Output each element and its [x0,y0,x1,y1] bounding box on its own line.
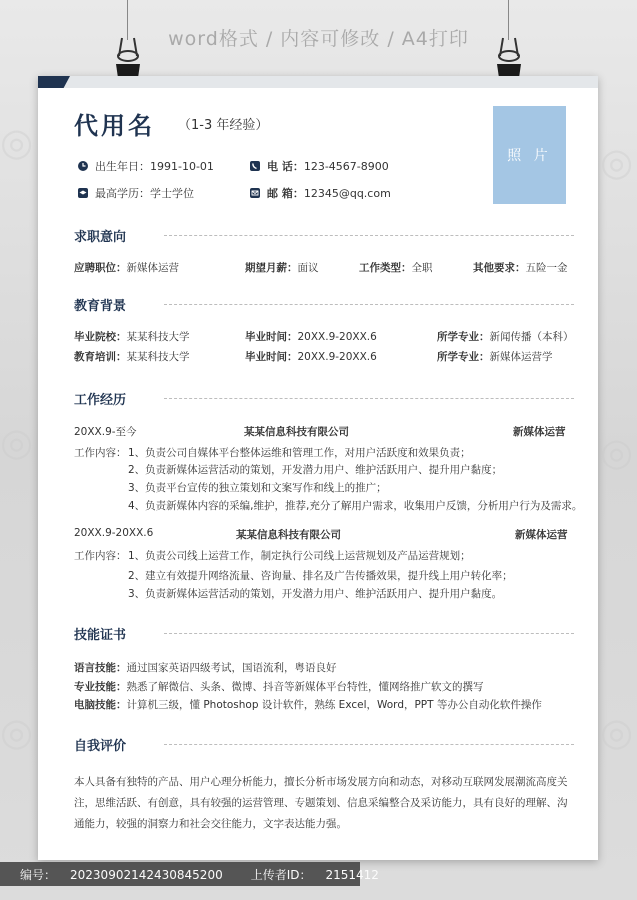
watermark-icon: ◎ [600,140,634,184]
skill-row [74,660,337,675]
position-label: 应聘职位： [74,262,127,274]
job-company: 某某信息科技有限公司 [244,426,349,438]
edu-row [437,349,553,364]
footer-uploader-label: 上传者ID： [250,867,312,882]
job-period: 20XX.9-20XX.6 [74,527,154,539]
intent-salary [245,260,319,275]
salary-value: 面议 [297,262,319,274]
mail-icon [250,188,260,198]
watermark-icon: ◎ [0,710,34,754]
job-period: 20XX.9-至今 [74,426,137,438]
section-title-skills: 技能证书 [74,628,127,643]
section-title-self: 自我评价 [74,739,127,754]
section-divider [164,744,574,745]
watermark-icon: ◎ [0,120,34,164]
skill-row [74,697,542,712]
edu-row [245,329,377,344]
type-value: 全职 [411,262,433,274]
edu-major: 新闻传播（本科） [489,331,574,343]
job-item: 3、负责平台宣传的独立策划和文案写作和线上的推广； [128,482,387,494]
section-divider [164,398,574,399]
edu-school-label: 毕业院校： [74,331,127,343]
edu-time: 20XX.9-20XX.6 [297,331,377,343]
job-item: 1、负责公司自媒体平台整体运维和管理工作，对用户活跃度和效果负责； [128,447,471,459]
skill-value: 计算机三级，懂 Photoshop 设计软件，熟练 Excel，Word，PPT 等办公自动化软件操作 [126,699,542,711]
salary-label: 期望月薪： [245,262,298,274]
position-value: 新媒体运营 [126,262,179,274]
edu-school: 某某科技大学 [126,351,190,363]
candidate-name: 代用名 [74,112,155,140]
other-value: 五险一金 [525,262,568,274]
intent-position [74,260,179,275]
job-role: 新媒体运营 [515,529,568,541]
section-title-work: 工作经历 [74,393,127,408]
edu-school: 某某科技大学 [126,331,190,343]
footer-id-label: 编号： [20,867,57,882]
edu-value: 学士学位 [150,187,194,200]
info-email [250,185,391,201]
info-education [78,185,194,201]
top-stripe [38,76,598,88]
binder-clip-right-icon [494,36,524,80]
other-label: 其他要求： [473,262,526,274]
type-label: 工作类型： [359,262,412,274]
footer-id-value: 20230902142430845200 [70,867,223,882]
edu-label: 最高学历： [95,187,150,200]
edu-major: 新媒体运营学 [489,351,553,363]
skill-row [74,679,484,694]
edu-row [74,349,190,364]
footer-uploader-value: 2151412 [325,867,379,882]
edu-major-label: 所学专业： [437,351,490,363]
section-title-education: 教育背景 [74,299,127,314]
section-divider [164,304,574,305]
watermark-icon: ◎ [600,430,634,474]
edu-row [245,349,377,364]
phone-value: 123-4567-8900 [303,159,389,173]
skill-label: 电脑技能： [74,699,127,711]
info-birth [78,158,214,174]
intent-type [359,260,433,275]
photo-placeholder: 照 片 [493,106,566,204]
skill-label: 语言技能： [74,662,127,674]
hanging-wire-right [508,0,509,40]
section-divider [164,633,574,634]
job-item: 1、负责公司线上运营工作，制定执行公司线上运营规划及产品运营规划； [128,550,471,562]
binder-clip-left-icon [113,36,143,80]
job-content-label: 工作内容： [74,447,127,459]
resume-paper [38,76,598,860]
section-divider [164,235,574,236]
phone-icon [250,161,260,171]
self-evaluation-text: 本人具备有独特的产品、用户心理分析能力，擅长分析市场发展方向和动态，对移动互联网发展潮流高度关注，思维活跃、有创意，具有较强的运营管理、专题策划、信息采编整合及采访能力，具有良好的理解、沟通能力，较强的洞察力和社会交往能力，文字表达能力强。 [74,776,568,830]
job-company: 某某信息科技有限公司 [236,529,341,541]
section-title-intent: 求职意向 [74,230,127,245]
job-item: 4、负责新媒体内容的采编,维护，推荐,充分了解用户需求，收集用户反馈，分析用户行为及需求。 [128,500,583,512]
experience-years: （1-3 年经验） [178,118,269,133]
top-banner: word格式 / 内容可修改 / A4打印 [168,28,469,50]
job-item: 2、建立有效提升网络流量、咨询量、排名及广告传播效果，提升线上用户转化率； [128,570,513,582]
birth-label: 出生年日： [95,160,150,173]
skill-value: 熟悉了解微信、头条、微博、抖音等新媒体平台特性，懂网络推广软文的撰写 [126,681,484,693]
edu-time-label: 毕业时间： [245,331,298,343]
edu-row [74,329,190,344]
job-role: 新媒体运营 [513,426,566,438]
skill-value: 通过国家英语四级考试，国语流利，粤语良好 [126,662,337,674]
skill-label: 专业技能： [74,681,127,693]
watermark-icon: ◎ [0,420,34,464]
hanging-wire-left [127,0,128,40]
edu-row [437,329,574,344]
edu-time: 20XX.9-20XX.6 [297,351,377,363]
email-value: 12345@qq.com [303,186,391,200]
clock-icon [78,161,88,171]
job-item: 2、负责新媒体运营活动的策划，开发潜力用户、维护活跃用户、提升用户黏度； [128,464,503,476]
edu-school-label: 教育培训： [74,351,127,363]
info-phone [250,158,389,174]
graduation-cap-icon [78,188,88,198]
birth-value: 1991-10-01 [150,159,214,173]
phone-label: 电 话： [267,160,304,173]
email-label: 邮 箱： [267,187,304,200]
intent-other [473,260,568,275]
edu-major-label: 所学专业： [437,331,490,343]
footer-id-bar [0,862,379,886]
job-item: 3、负责新媒体运营活动的策划，开发潜力用户、维护活跃用户、提升用户黏度。 [128,588,503,600]
edu-time-label: 毕业时间： [245,351,298,363]
job-content-label: 工作内容： [74,550,127,562]
watermark-icon: ◎ [600,710,634,754]
